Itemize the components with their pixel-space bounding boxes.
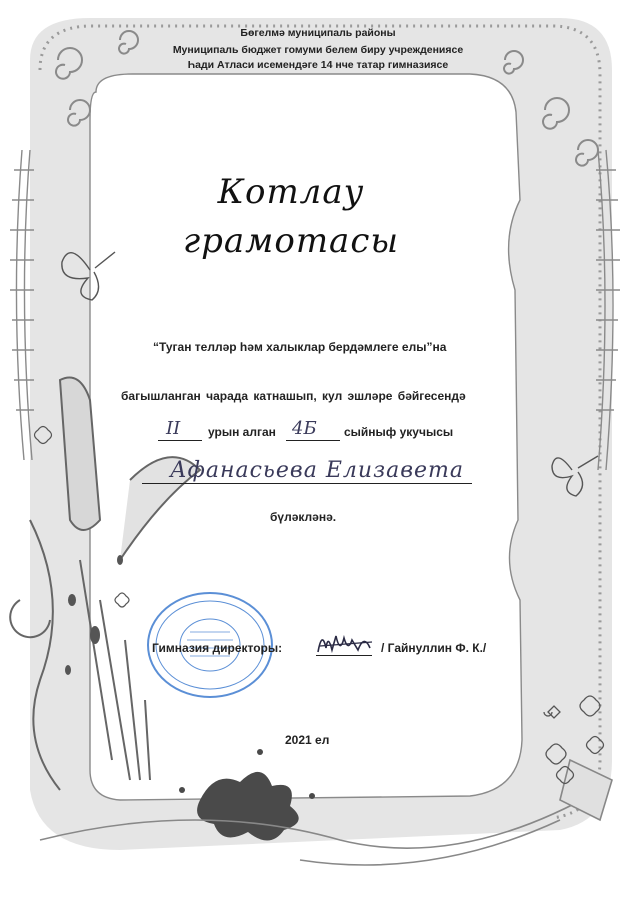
place-label: урын алган xyxy=(208,425,276,439)
certificate-title-line2: грамотасы xyxy=(182,221,400,261)
header-gymnasium: Һади Атласи исемендәге 14 нче татар гимназиясе xyxy=(187,59,449,71)
certificate-year: 2021 ел xyxy=(285,733,330,747)
body-line-contest: багышланган чарада катнашып, кул эшләре бәйгесендә xyxy=(121,389,466,403)
handwritten-student-name: Афанасьева Елизавета xyxy=(170,458,464,483)
class-underline xyxy=(286,440,340,441)
certificate-title-line1: Котлау xyxy=(217,172,365,212)
director-role: Гимназия директоры: xyxy=(152,641,283,655)
director-name: / Гайнуллин Ф. К./ xyxy=(381,641,487,655)
header-institution: Муниципаль бюджет гомуми белем биру учреждениясе xyxy=(172,44,464,56)
body-line-event: “Туган телләр һәм халыклар бердәмлеге елы”на xyxy=(153,340,447,354)
handwritten-place: II xyxy=(166,418,181,439)
name-underline xyxy=(142,483,472,484)
signature-underline xyxy=(316,655,372,656)
place-underline xyxy=(158,440,202,441)
awarded-text: бүләкләнә. xyxy=(270,510,337,524)
handwritten-class: 4Б xyxy=(292,418,317,439)
class-label: сыйныф укучысы xyxy=(344,425,454,439)
header-district: Бөгелмә муниципаль районы xyxy=(240,27,396,39)
